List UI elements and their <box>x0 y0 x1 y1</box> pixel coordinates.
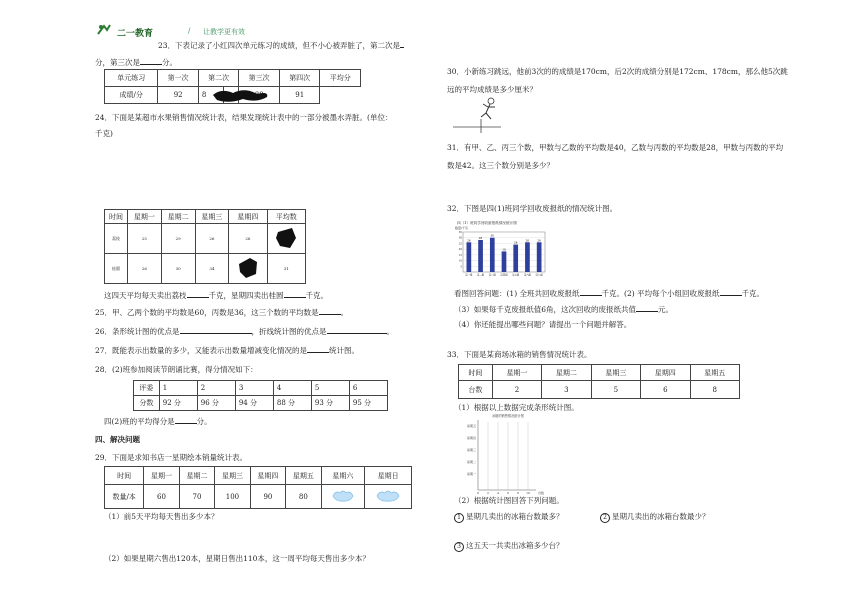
data-label: 26 <box>525 238 530 243</box>
cell: 94 分 <box>235 396 273 411</box>
y-tick-label: 30 <box>458 236 462 240</box>
cell: 分数 <box>134 396 160 411</box>
x-tick-label: 第四组 <box>500 273 508 277</box>
cell: 数量/本 <box>105 485 144 509</box>
table-row <box>459 365 740 381</box>
cell: 台数 <box>459 381 493 399</box>
section-title: 四、解决问题 <box>95 435 140 444</box>
cell: 星期四 <box>641 365 690 381</box>
q23-line1: 23．下表记录了小红四次单元练习的成绩，但不小心被弄脏了，第二次是 <box>158 40 404 51</box>
q25: 25．甲、乙两个数的平均数是60，丙数是36，这三个数的平均数是 。 <box>95 308 349 317</box>
cell: 3 <box>235 381 273 396</box>
x-tick-label: 6 <box>507 491 509 495</box>
cell: 星期四 <box>229 210 267 224</box>
cell: 星期二 <box>179 467 214 485</box>
x-tick-label: 第六组 <box>523 273 532 277</box>
cell: 90 <box>250 485 285 509</box>
water-stain-icon <box>330 488 356 504</box>
cell-smudged <box>267 224 305 254</box>
q24-line2: 千克) <box>95 129 113 138</box>
q24-table <box>104 209 306 284</box>
q33-p1: （1）根据以上数据完成条形统计图。 <box>454 403 579 412</box>
x-tick-label: 2 <box>487 491 489 495</box>
cell: 时间 <box>459 365 493 381</box>
cell: 91 <box>279 87 320 104</box>
cell: 单元练习 <box>105 70 158 87</box>
table-row <box>134 396 388 411</box>
data-label: 26 <box>467 238 471 243</box>
number-circle: 2 <box>600 513 610 523</box>
water-stain-icon <box>374 488 402 504</box>
cell: 70 <box>179 485 214 509</box>
q29-table <box>104 466 412 509</box>
cell: 2 <box>492 381 541 399</box>
q33-p2: （2）根据统计图回答下列问题。 <box>454 496 564 505</box>
x-unit-label: 台数 <box>538 491 545 495</box>
cell: 星期六 <box>321 467 365 485</box>
x-tick-label: 第七组 <box>535 273 543 277</box>
q32-p1: 看图回答问题：(1) 全班共回收废报纸 千克。(2) 平均每个小组回收废报纸 千克。 <box>454 289 765 298</box>
y-tick-label: 星期四 <box>466 436 476 440</box>
y-tick-label: 15 <box>458 253 462 257</box>
ink-blot-icon <box>274 226 298 250</box>
cell: 第三次 <box>239 70 280 87</box>
cell: 1 <box>159 381 197 396</box>
q29-p2: （2）如果星期六售出120本，星期日售出110本，这一周平均每天售出多少本？ <box>104 554 370 563</box>
q26: 26．条形统计图的优点是 ，折线统计图的优点是 。 <box>95 327 395 336</box>
bar <box>525 242 530 272</box>
bar <box>513 245 518 272</box>
y-tick-label: 星期二 <box>466 460 476 464</box>
x-tick-label: 第五组 <box>512 273 520 277</box>
cell: 星期三 <box>215 467 250 485</box>
y-tick-label: 星期五 <box>466 424 476 428</box>
data-label: 26 <box>537 238 541 243</box>
cell: 星期三 <box>591 365 640 381</box>
cell: 星期一 <box>128 210 162 224</box>
cell: 星期一 <box>144 467 179 485</box>
q33-blank-grid <box>452 412 590 496</box>
cell: 96 分 <box>197 396 235 411</box>
cell: 6 <box>349 381 387 396</box>
q31-line1: 31．有甲、乙、丙三个数，甲数与乙数的平均数是40，乙数与丙数的平均数是28，甲数与丙数的平均 <box>447 143 784 152</box>
table-row <box>105 485 412 509</box>
cell: 6 <box>641 381 690 399</box>
cell: 星期五 <box>286 467 321 485</box>
x-tick-label: 第二组 <box>476 273 485 277</box>
cell: 29 <box>161 224 195 254</box>
y-tick-label: 35 <box>458 231 462 234</box>
q32-line1: 32．下图是四(1)班同学回收废报纸的情况统计图。 <box>447 204 618 213</box>
cell: 桂圆 <box>105 254 128 284</box>
chart-ylabel: 数量/千克 <box>455 226 469 230</box>
x-tick-label: 10 <box>526 491 530 495</box>
table-row <box>105 467 412 485</box>
cell: 5 <box>591 381 640 399</box>
cell: 34 <box>195 254 229 284</box>
cell: 26 <box>229 224 267 254</box>
q28-line1: 28．(2)班参加阅读节朗诵比赛，得分情况如下： <box>95 365 258 374</box>
cell: 第一次 <box>158 70 199 87</box>
number-circle: 3 <box>454 542 464 552</box>
q29-p1: （1）前5天平均每天售出多少本？ <box>104 512 219 521</box>
grid-title: 冰箱的销售情况统计图 <box>492 414 524 418</box>
q24-line1: 24．下面是某超市水果销售情况统计表，结果发现统计表中的一部分被墨水弄脏。(单位： <box>95 113 393 122</box>
data-label: 30 <box>490 233 495 238</box>
cell: 第二次 <box>198 70 239 87</box>
y-tick-label: 5 <box>460 265 462 269</box>
q27: 27．既能表示出数量的多少，又能表示出数量增减变化情况的是 统计图。 <box>95 346 360 355</box>
cell: 25 <box>128 224 162 254</box>
bar <box>490 238 495 272</box>
cell: 5 <box>311 381 349 396</box>
slash: / <box>188 27 191 35</box>
ink-blot-icon <box>236 256 260 280</box>
y-tick-label: 20 <box>458 248 462 252</box>
ink-blot-icon <box>211 88 271 102</box>
q32-bar-chart <box>451 218 551 278</box>
q28-table <box>133 380 388 411</box>
table-row <box>459 381 740 399</box>
bar <box>467 242 472 272</box>
cell: 荔枝 <box>105 224 128 254</box>
cell: 时间 <box>105 210 128 224</box>
q33-s1: 1 星期几卖出的冰箱台数最多？ <box>454 511 564 523</box>
cell: 星期五 <box>690 365 739 381</box>
y-tick-label: 10 <box>458 259 462 263</box>
x-tick-label: 0 <box>477 491 479 495</box>
y-tick-label: 25 <box>458 242 462 246</box>
x-tick-label: 8 <box>517 491 519 495</box>
cell-smudged <box>229 254 267 284</box>
cell-smudged <box>365 485 412 509</box>
data-label: 28 <box>478 236 483 240</box>
q33-s3: 3 这五天一共卖出冰箱多少台？ <box>454 540 564 552</box>
q29-line1: 29．下面是求知书店一星期绘本销量统计表。 <box>95 453 248 462</box>
long-jump-illustration <box>453 95 503 135</box>
chart-title: 四（1）班同学回收废报纸情况统计图 <box>457 221 517 225</box>
cell: 成绩/分 <box>105 87 158 104</box>
cell: 星期日 <box>365 467 412 485</box>
y-tick-label: 星期一 <box>466 472 476 476</box>
cell: 93 分 <box>311 396 349 411</box>
cell: 92 分 <box>159 396 197 411</box>
q33-table <box>458 364 740 399</box>
q33-s2: 2 星期几卖出的冰箱台数最少？ <box>600 511 710 523</box>
bar <box>537 242 542 272</box>
cell: 80 <box>286 485 321 509</box>
number-circle: 1 <box>454 513 464 523</box>
x-tick-label: 4 <box>497 491 499 495</box>
cell: 95 分 <box>349 396 387 411</box>
cell: 第四次 <box>279 70 320 87</box>
cell: 4 <box>273 381 311 396</box>
cell: 星期四 <box>250 467 285 485</box>
cell-smudged <box>321 485 365 509</box>
brand-name: 二一教育 <box>117 29 154 39</box>
q30-line1: 30．小新练习跳远，他前3次的的成绩是170cm，后2次的成绩分别是172cm、178cm，那么他5次跳 <box>447 67 788 76</box>
cell: 60 <box>144 485 179 509</box>
q30-line2: 远的平均成绩是多少厘米？ <box>447 85 537 94</box>
cell: 8 <box>690 381 739 399</box>
q32-p4: （4）你还能提出哪些问题？请提出一个问题并解答。 <box>454 320 632 329</box>
cell: 星期二 <box>542 365 591 381</box>
cell: 30 <box>161 254 195 284</box>
cell: 3 <box>542 381 591 399</box>
bar <box>502 251 507 272</box>
cell: 26 <box>195 224 229 254</box>
q23-line2: 分，第三次是 分。 <box>95 58 177 67</box>
cell: 星期二 <box>161 210 195 224</box>
cell: 88 分 <box>273 396 311 411</box>
cell: 平均分 <box>320 70 361 87</box>
cell: 平均数 <box>267 210 305 224</box>
cell: 时间 <box>105 467 144 485</box>
data-label: 24 <box>513 240 518 245</box>
table-row <box>134 381 388 396</box>
slogan: 让教学更有效 <box>203 28 245 36</box>
cell: 26 <box>128 254 162 284</box>
cell: 星期三 <box>195 210 229 224</box>
cell: 92 <box>158 87 199 104</box>
cell: 100 <box>215 485 250 509</box>
q23-table <box>104 69 361 104</box>
cell: 31 <box>267 254 305 284</box>
x-tick-label: 第三组 <box>488 273 496 277</box>
cell-smudged: 8 <box>198 87 223 104</box>
q24-answer: 这四天平均每天卖出荔枝 千克，星期四卖出桂圆 千克。 <box>104 291 328 300</box>
q28-answer: 四(2)班的平均得分是 分。 <box>104 417 212 426</box>
cell: 评委 <box>134 381 160 396</box>
y-tick-label: 星期三 <box>466 448 476 452</box>
q31-line2: 数是42。这三个数分别是多少？ <box>447 161 555 170</box>
x-tick-label: 第一组 <box>465 273 473 277</box>
data-label: 18 <box>502 247 506 252</box>
q32-p3: （3）如果每千克废报纸值6角，这次回收的废报纸共值 元。 <box>454 305 674 314</box>
cell: 2 <box>197 381 235 396</box>
bar <box>478 240 483 272</box>
cell: 星期一 <box>492 365 541 381</box>
q33-line1: 33．下面是某商场冰箱的销售情况统计表。 <box>447 350 592 359</box>
